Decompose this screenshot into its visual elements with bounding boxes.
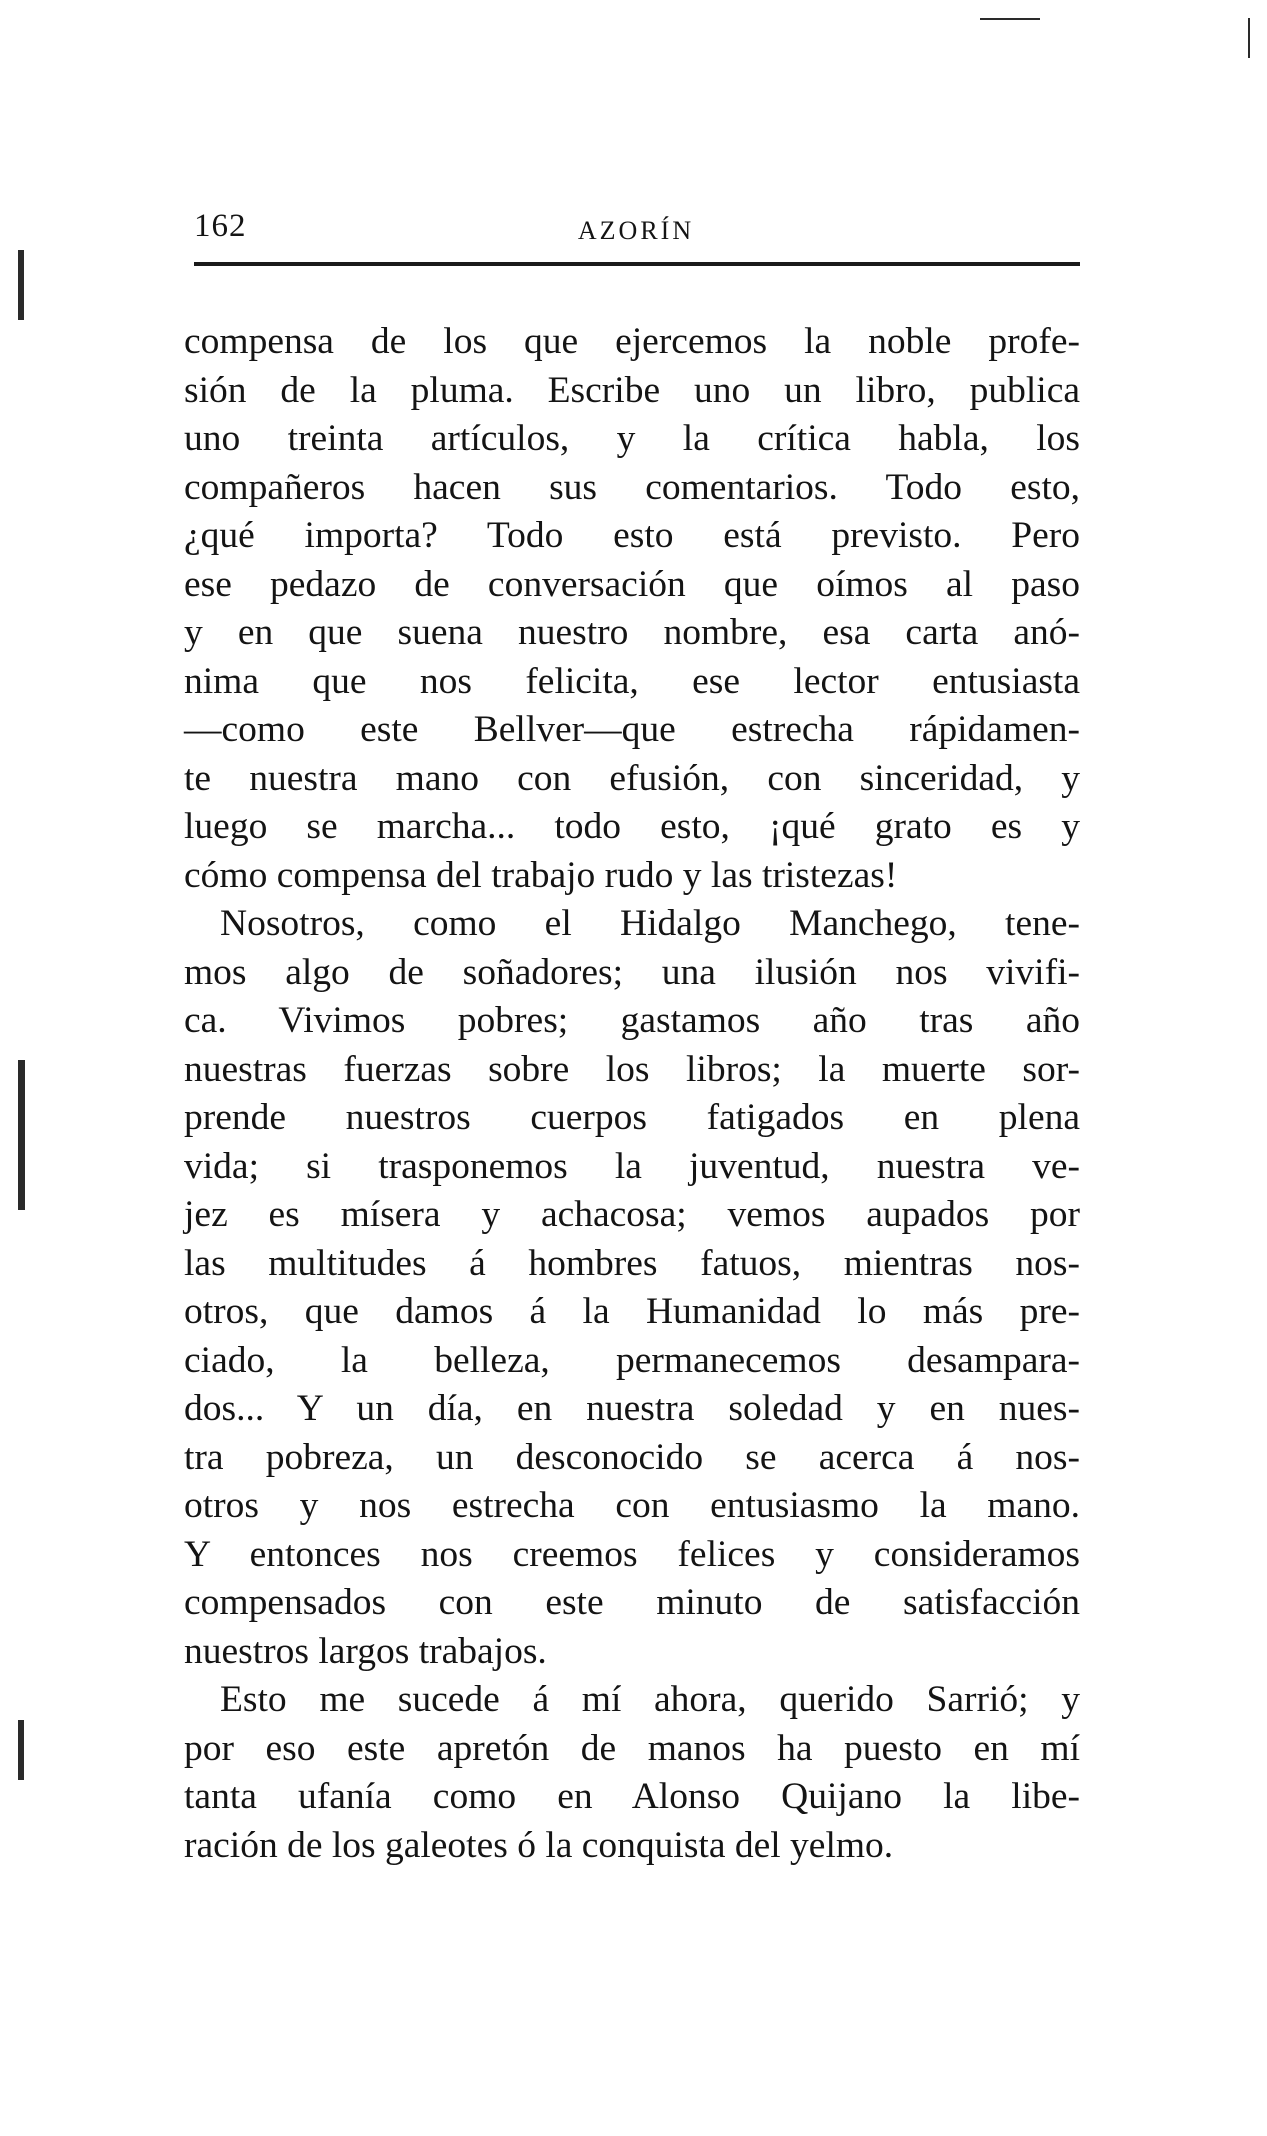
scan-artifact — [980, 18, 1040, 20]
text-line: nuestros largos trabajos. — [184, 1630, 547, 1672]
text-line: dos... Y un día, en nuestra soledad y en nues- — [184, 1388, 1080, 1429]
text-line: vida; si trasponemos la juventud, nuestra ve- — [184, 1145, 1080, 1187]
text-line: nuestras fuerzas sobre los libros; la muerte sor- — [184, 1048, 1080, 1090]
text-line: otros, que damos á la Humanidad lo más pre- — [184, 1291, 1080, 1332]
page-number: 162 — [194, 208, 247, 244]
scan-artifact — [18, 250, 24, 320]
text-line: Y entonces nos creemos felices y consideramos — [184, 1533, 1080, 1575]
text-line: compañeros hacen sus comentarios. Todo esto, — [184, 466, 1080, 508]
text-line: sión de la pluma. Escribe uno un libro, publica — [184, 369, 1080, 411]
text-line: por eso este apretón de manos ha puesto en mí — [184, 1727, 1080, 1769]
page-header — [194, 208, 1078, 258]
header-rule — [194, 262, 1080, 266]
text-line: Nosotros, como el Hidalgo Manchego, tene- — [220, 903, 1080, 944]
text-line: tanta ufanía como en Alonso Quijano la libe- — [184, 1776, 1080, 1817]
text-line: ración de los galeotes ó la conquista del yelmo. — [184, 1824, 894, 1866]
text-line: prende nuestros cuerpos fatigados en plena — [184, 1097, 1080, 1138]
text-line: y en que suena nuestro nombre, esa carta anó- — [184, 612, 1080, 653]
text-line: nima que nos felicita, ese lector entusiasta — [184, 660, 1080, 702]
text-line: las multitudes á hombres fatuos, mientras nos- — [184, 1242, 1080, 1284]
text-line: compensa de los que ejercemos la noble profe- — [184, 321, 1080, 362]
scan-artifact — [18, 1060, 25, 1210]
text-line: ca. Vivimos pobres; gastamos año tras año — [184, 1000, 1080, 1041]
text-line: tra pobreza, un desconocido se acerca á nos- — [184, 1436, 1080, 1478]
text-line: jez es mísera y achacosa; vemos aupados por — [184, 1194, 1080, 1235]
text-line: Esto me sucede á mí ahora, querido Sarrió; y — [220, 1679, 1080, 1720]
body-text — [184, 318, 1080, 1870]
text-line: ¿qué importa? Todo esto está previsto. Pero — [184, 515, 1080, 556]
scan-artifact — [18, 1720, 24, 1780]
text-line: ese pedazo de conversación que oímos al paso — [184, 563, 1080, 605]
text-line: mos algo de soñadores; una ilusión nos vivifi- — [184, 951, 1080, 993]
text-line: cómo compensa del trabajo rudo y las tristezas! — [184, 854, 898, 896]
text-line: ciado, la belleza, permanecemos desamparа- — [184, 1339, 1080, 1381]
text-line: uno treinta artículos, y la crítica habla, los — [184, 418, 1080, 459]
text-line: otros y nos estrecha con entusiasmo la mano. — [184, 1485, 1080, 1526]
text-line: —como este Bellver—que estrecha rápidamen- — [184, 709, 1080, 750]
text-line: compensados con este minuto de satisfacción — [184, 1582, 1080, 1623]
running-head: AZORÍN — [577, 216, 695, 245]
text-line: luego se marcha... todo esto, ¡qué grato es y — [184, 806, 1080, 847]
text-line: te nuestra mano con efusión, con sinceridad, y — [184, 757, 1080, 799]
scan-artifact — [1248, 18, 1250, 58]
